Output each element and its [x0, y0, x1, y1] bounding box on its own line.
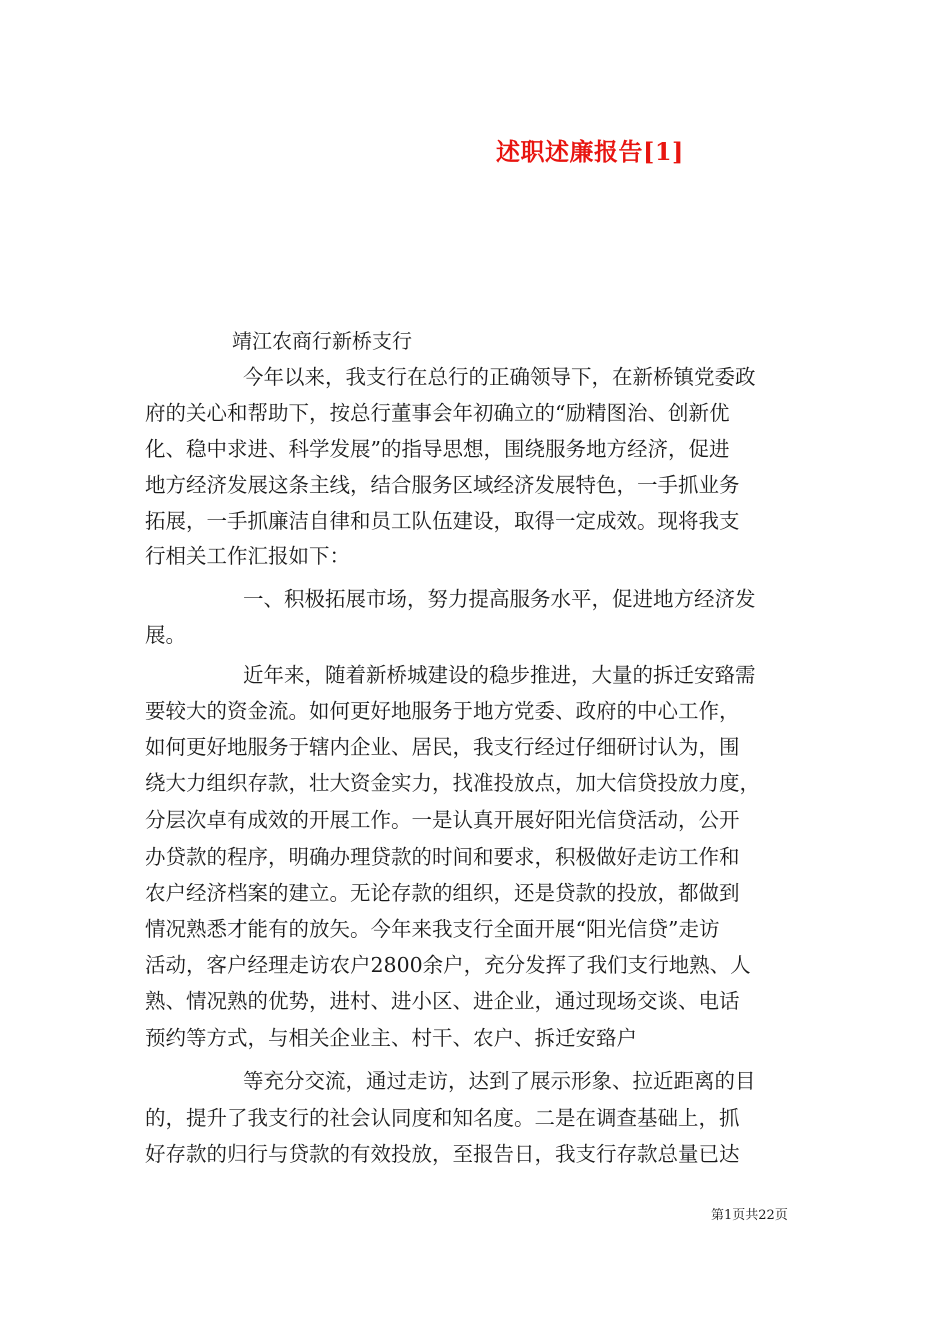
body-line: 办贷款的程序，明确办理贷款的时间和要求，积极做好走访工作和: [145, 845, 740, 869]
body-line: 情况熟悉才能有的放矢。今年来我支行全面开展“阳光信贷”走访: [145, 917, 720, 941]
body-line: 绕大力组织存款，壮大资金实力，找准投放点，加大信贷投放力度，: [145, 771, 760, 795]
body-line: 府的关心和帮助下，按总行董事会年初确立的“励精图治、创新优: [145, 401, 730, 425]
page-number-footer: 第1页共22页: [711, 1208, 788, 1223]
body-line: 活动，客户经理走访农户2800余户，充分发挥了我们支行地熟、人: [145, 953, 751, 977]
body-line: 拓展，一手抓廉洁自律和员工队伍建设，取得一定成效。现将我支: [145, 509, 740, 533]
body-line: 行相关工作汇报如下：: [145, 544, 350, 568]
body-line: 如何更好地服务于辖内企业、居民，我支行经过仔细研讨认为，围: [145, 735, 740, 759]
body-line: 好存款的归行与贷款的有效投放，至报告日，我支行存款总量已达: [145, 1142, 740, 1166]
body-line: 农户经济档案的建立。无论存款的组织，还是贷款的投放，都做到: [145, 881, 740, 905]
body-line: 要较大的资金流。如何更好地服务于地方党委、政府的中心工作，: [145, 699, 740, 723]
body-line: 化、稳中求进、科学发展”的指导思想，围绕服务地方经济，促进: [145, 437, 730, 461]
body-line: 预约等方式，与相关企业主、村干、农户、拆迁安臵户: [145, 1026, 637, 1050]
body-line: 等充分交流，通过走访，达到了展示形象、拉近距离的目: [243, 1069, 756, 1093]
body-line: 熟、情况熟的优势，进村、进小区、进企业，通过现场交谈、电话: [145, 989, 740, 1013]
body-line: 近年来，随着新桥城建设的稳步推进，大量的拆迁安臵需: [243, 663, 756, 687]
body-line: 分层次卓有成效的开展工作。一是认真开展好阳光信贷活动，公开: [145, 808, 740, 832]
body-line: 今年以来，我支行在总行的正确领导下，在新桥镇党委政: [243, 365, 756, 389]
organization-name: 靖江农商行新桥支行: [232, 329, 412, 353]
body-line: 的，提升了我支行的社会认同度和知名度。二是在调查基础上，抓: [145, 1106, 740, 1130]
section-heading-line: 一、积极拓展市场，努力提高服务水平，促进地方经济发: [243, 587, 756, 611]
section-heading-line: 展。: [145, 623, 186, 647]
document-title: 述职述廉报告[1]: [496, 137, 684, 166]
body-line: 地方经济发展这条主线，结合服务区域经济发展特色，一手抓业务: [145, 473, 740, 497]
